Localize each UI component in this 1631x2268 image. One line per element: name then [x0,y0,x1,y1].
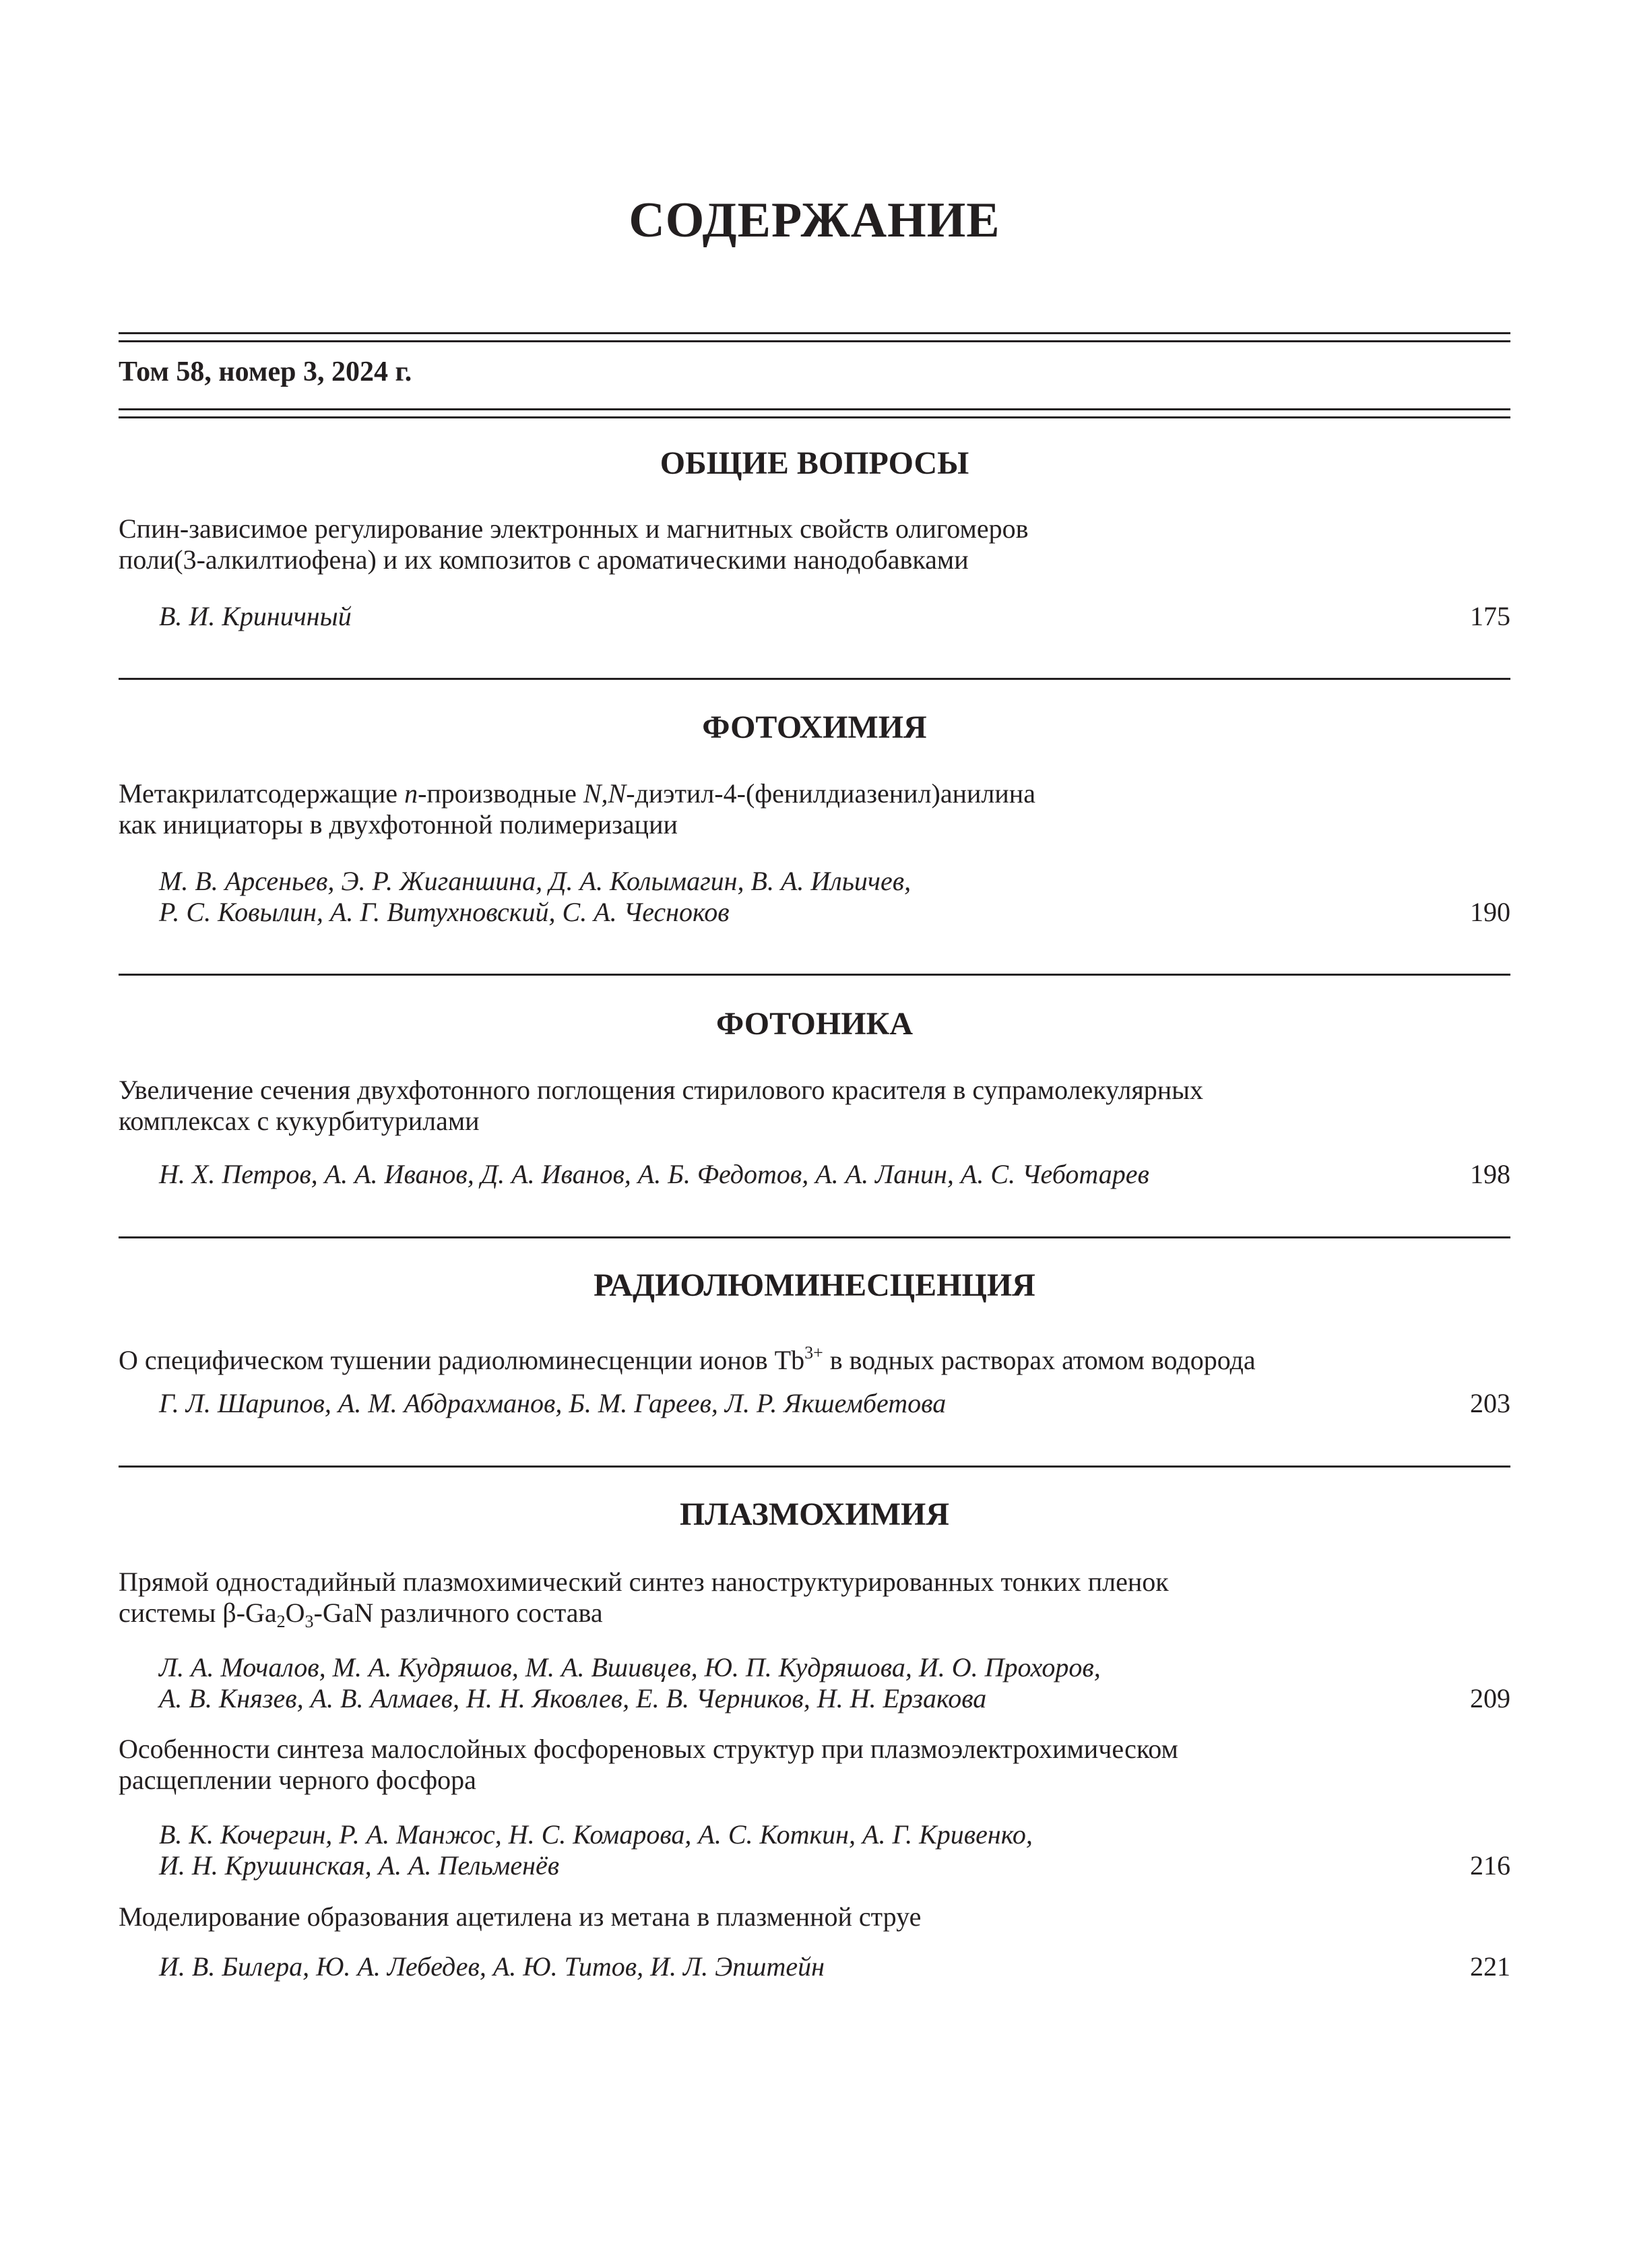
page-number: 221 [1470,1951,1510,1982]
article-authors [159,1652,1372,1714]
page-number: 216 [1470,1850,1510,1881]
article-authors [159,1159,1372,1190]
article-title-line: Метакрилатсодержащие n-производные N,N-диэтил-4-(фенилдиазенил)анилина [119,778,1035,809]
authors-line: Н. Х. Петров, А. А. Иванов, Д. А. Иванов, А. Б. Федотов, А. А. Ланин, А. С. Чеботарев [159,1159,1149,1189]
page-number: 175 [1470,601,1510,631]
double-rule-bottom [119,408,1510,410]
article-authors [159,1388,1372,1419]
article-title [119,1901,1432,1932]
page-title: СОДЕРЖАНИЕ [629,193,1000,248]
page-number: 190 [1470,897,1510,927]
article-title-line: Особенности синтеза малослойных фосфореновых структур при плазмоэлектрохимическом [119,1734,1178,1764]
article-authors [159,1951,1372,1982]
article-title-line: поли(3-алкилтиофена) и их композитов с ароматическими нанодобавками [119,544,969,575]
article-title-line: Моделирование образования ацетилена из метана в плазменной струе [119,1901,922,1932]
authors-line: Г. Л. Шарипов, А. М. Абдрахманов, Б. М. Гареев, Л. Р. Якшембетова [159,1388,947,1418]
article-title-line: комплексах с кукурбитурилами [119,1106,480,1136]
authors-line: Р. С. Ковылин, А. Г. Витухновский, С. А. Чесноков [159,897,730,927]
section-heading-photochemistry: ФОТОХИМИЯ [702,710,927,745]
section-heading-general: ОБЩИЕ ВОПРОСЫ [660,445,969,481]
section-heading-plasmochemistry: ПЛАЗМОХИМИЯ [679,1497,950,1532]
article-title-line: Увеличение сечения двухфотонного поглощения стирилового красителя в супрамолекулярных [119,1075,1204,1105]
authors-line: В. К. Кочергин, Р. А. Манжос, Н. С. Комарова, А. С. Коткин, А. Г. Кривенко, [159,1819,1033,1850]
article-title-line: расщеплении черного фосфора [119,1765,476,1795]
article-title-line: системы $\beta-Ga_2O_3$-GaN различного состава [119,1598,603,1631]
article-title-line: О специфическом тушении радиолюминесценции ионов $Tb^{3+}$ в водных растворах атомом водорода [119,1343,1256,1375]
article-title-line: Спин-зависимое регулирование электронных и магнитных свойств олигомеров [119,513,1029,544]
authors-line: А. В. Князев, А. В. Алмаев, Н. Н. Яковлев, Е. В. Черников, Н. Н. Ерзакова [159,1683,987,1713]
authors-line: И. В. Билера, Ю. А. Лебедев, А. Ю. Титов, И. Л. Эпштейн [159,1951,825,1982]
article-authors [159,1819,1372,1881]
section-divider [119,1466,1510,1468]
article-authors [159,866,1372,928]
article-title [119,513,1432,575]
authors-line: И. Н. Крушинская, А. А. Пельменёв [159,1850,560,1881]
article-title-line: как инициаторы в двухфотонной полимеризации [119,809,678,840]
article-title [119,1734,1432,1796]
section-heading-photonics: ФОТОНИКА [715,1006,913,1042]
article-authors [159,601,1372,632]
section-divider [119,1236,1510,1238]
section-divider [119,678,1510,680]
page-number: 198 [1470,1159,1510,1189]
authors-line: В. И. Криничный [159,601,352,631]
article-title [119,1075,1432,1137]
double-rule-top [119,332,1510,334]
article-title [119,778,1432,840]
issue-info: Том 58, номер 3, 2024 г. [119,356,412,387]
article-title [119,1337,1432,1376]
article-title-line: Прямой одностадийный плазмохимический синтез наноструктурированных тонких пленок [119,1567,1169,1597]
section-divider [119,974,1510,976]
section-heading-radioluminescence: РАДИОЛЮМИНЕСЦЕНЦИЯ [594,1267,1035,1303]
article-title [119,1567,1432,1637]
authors-line: М. В. Арсеньев, Э. Р. Жиганшина, Д. А. Колымагин, В. А. Ильичев, [159,866,912,896]
authors-line: Л. А. Мочалов, М. А. Кудряшов, М. А. Вшивцев, Ю. П. Кудряшова, И. О. Прохоров, [159,1652,1101,1682]
page-number: 203 [1470,1388,1510,1418]
page-number: 209 [1470,1683,1510,1713]
